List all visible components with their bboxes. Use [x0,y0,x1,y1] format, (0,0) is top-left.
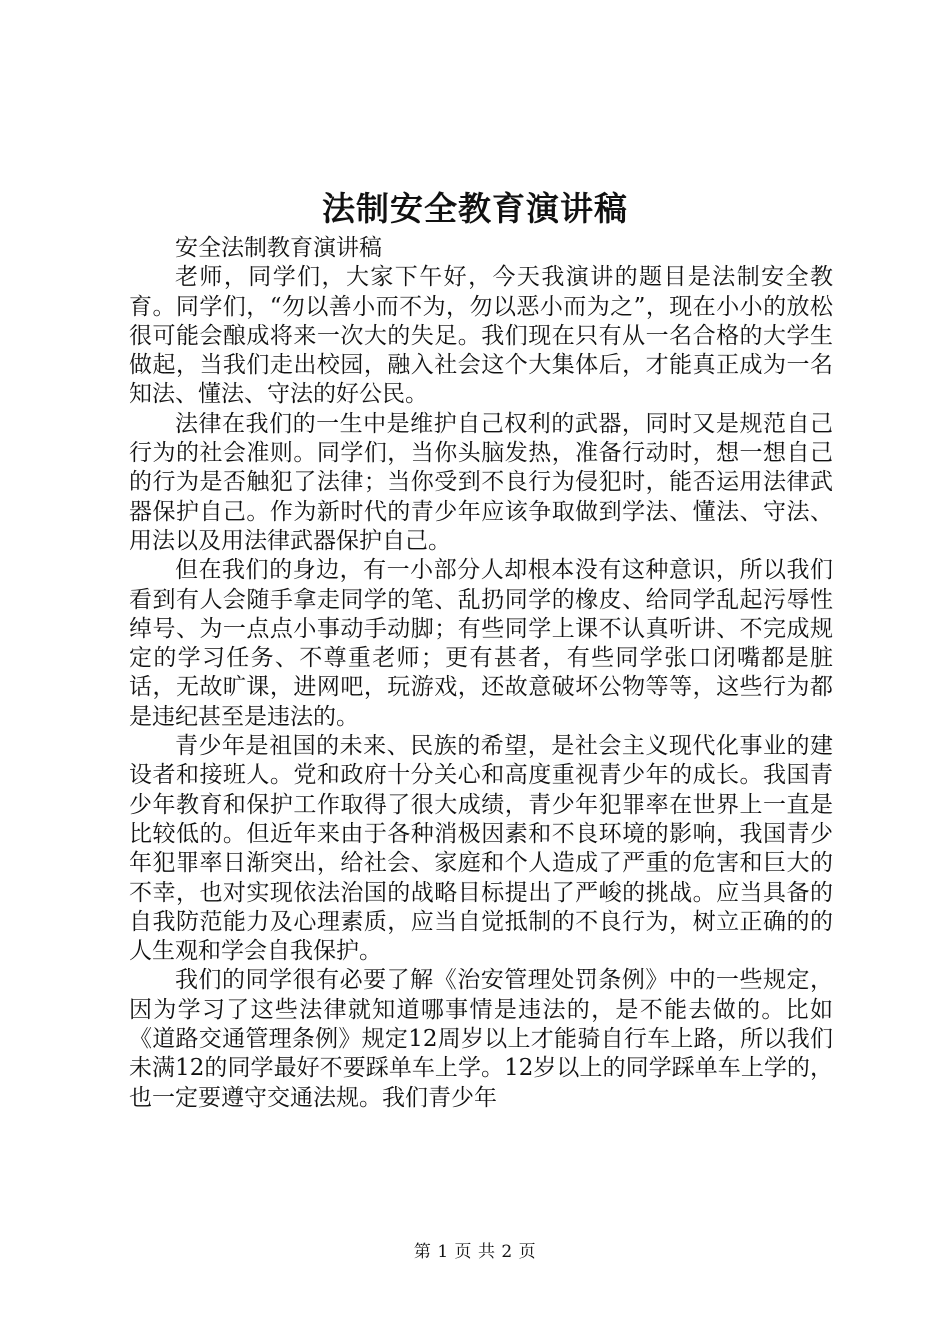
body-paragraph: 但在我们的身边，有一小部分人却根本没有这种意识，所以我们看到有人会随手拿走同学的笔、乱扔同学的橡皮、给同学乱起污辱性绰号、为一点点小事动手动脚；有些同学上课不认真听讲、不完成规定的学习任务、不尊重老师；更有甚者，有些同学张口闭嘴都是脏话，无故旷课，进网吧，玩游戏，还故意破坏公物等等，这些行为都是违纪甚至是违法的。 [129,557,833,730]
body-paragraph: 我们的同学很有必要了解《治安管理处罚条例》中的一些规定，因为学习了这些法律就知道哪事情是违法的，是不能去做的。比如《道路交通管理条例》规定12周岁以上才能骑自行车上路，所以我们未满12的同学最好不要踩单车上学。12岁以上的同学踩单车上学的，也一定要遵守交通法规。我们青少年 [129,967,833,1111]
body-paragraph: 老师，同学们，大家下午好，今天我演讲的题目是法制安全教育。同学们，“勿以善小而不为，勿以恶小而为之”，现在小小的放松很可能会酿成将来一次大的失足。我们现在只有从一名合格的大学生做起，当我们走出校园，融入社会这个大集体后，才能真正成为一名知法、懂法、守法的好公民。 [129,264,833,408]
document-title: 法制安全教育演讲稿 [322,189,628,228]
document-body [129,234,833,1113]
page-footer: 第 1 页 共 2 页 [413,1242,537,1262]
subtitle-paragraph: 安全法制教育演讲稿 [175,235,382,261]
body-paragraph: 青少年是祖国的未来、民族的希望，是社会主义现代化事业的建设者和接班人。党和政府十分关心和高度重视青少年的成长。我国青少年教育和保护工作取得了很大成绩，青少年犯罪率在世界上一直是比较低的。但近年来由于各种消极因素和不良环境的影响，我国青少年犯罪率日渐突出，给社会、家庭和个人造成了严重的危害和巨大的不幸，也对实现依法治国的战略目标提出了严峻的挑战。应当具备的自我防范能力及心理素质，应当自觉抵制的不良行为，树立正确的的人生观和学会自我保护。 [129,733,833,965]
body-paragraph: 法律在我们的一生中是维护自己权利的武器，同时又是规范自己行为的社会准则。同学们，当你头脑发热，准备行动时，想一想自己的行为是否触犯了法律；当你受到不良行为侵犯时，能否运用法律武器保护自己。作为新时代的青少年应该争取做到学法、懂法、守法、用法以及用法律武器保护自己。 [129,410,833,554]
